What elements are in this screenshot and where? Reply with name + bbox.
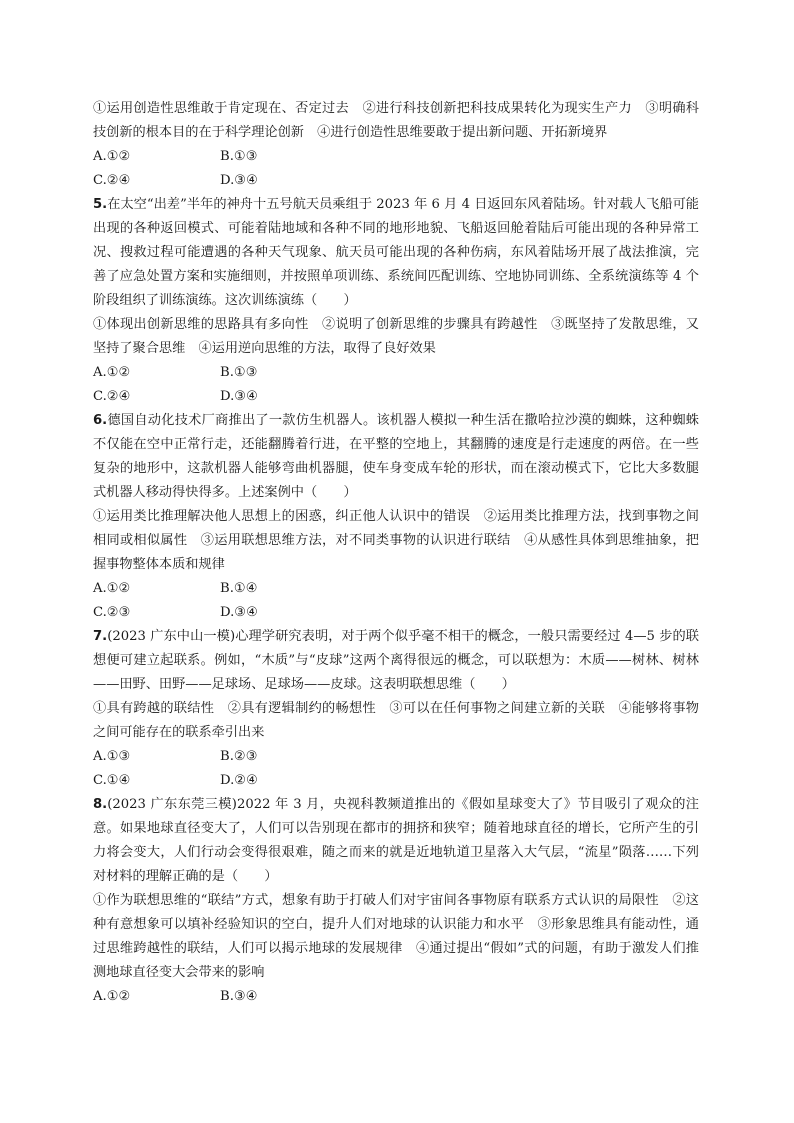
options-row xyxy=(93,361,699,385)
option-a: A.①② xyxy=(93,581,131,596)
question-stem xyxy=(93,409,699,505)
option-b: B.③④ xyxy=(220,989,258,1004)
statements: ①体现出创新思维的思路具有多向性 ②说明了创新思维的步骤具有跨越性 ③既坚持了发散思维，又坚持了聚合思维 ④运用逆向思维的方法，取得了良好效果 xyxy=(93,317,699,356)
options-row xyxy=(93,601,699,625)
option-b: B.①④ xyxy=(220,581,258,596)
statements: ①运用类比推理解决他人思想上的困惑，纠正他人认识中的错误 ②运用类比推理方法，找到事物之间相同或相似属性 ③运用联想思维方法，对不同类事物的认识进行联结 ④从感性具体到思维抽象，把握事物整体本质和规律 xyxy=(93,509,699,572)
option-a: A.①② xyxy=(93,989,131,1004)
option-c: C.②③ xyxy=(93,605,131,620)
question-number: 5. xyxy=(93,197,108,212)
question-6 xyxy=(93,409,699,625)
option-d: D.③④ xyxy=(220,173,258,188)
option-b: B.①③ xyxy=(220,149,258,164)
question-stem xyxy=(93,625,699,697)
question-stem xyxy=(93,793,699,889)
question-stem xyxy=(93,193,699,313)
option-a: A.①② xyxy=(93,365,131,380)
stem-text: 德国自动化技术厂商推出了一款仿生机器人。该机器人模拟一种生活在撒哈拉沙漠的蜘蛛，这种蜘蛛不仅能在空中正常行走，还能翻腾着行进，在平整的空地上，其翻腾的速度是行走速度的两倍。在一些复杂的地形中，这款机器人能够弯曲机器腿，使车身变成车轮的形状，而在滚动模式下，它比大多数腿式机器人移动得快得多。上述案例中（ ） xyxy=(93,413,699,500)
question-number: 7. xyxy=(93,629,108,644)
stem-text: 在太空“出差”半年的神舟十五号航天员乘组于 2023 年 6 月 4 日返回东风着陆场。针对载人飞船可能出现的各种返回模式、可能着陆地域和各种不同的地形地貌、飞船返回舱着陆后可能出现的各种异常工况、搜救过程可能遭遇的各种天气现象、航天员可能出现的各种伤病，东风着陆场开展了战法推演，完善了应急处置方案和实施细则，并按照单项训练、系统间匹配训练、空地协同训练、全系统演练等 4 个阶段组织了训练演练。这次训练演练（ ） xyxy=(93,197,699,308)
question-number: 6. xyxy=(93,413,108,428)
option-c: C.②④ xyxy=(93,389,131,404)
option-c: C.①④ xyxy=(93,773,131,788)
stem-text: (2023 广东中山一模)心理学研究表明，对于两个似乎毫不相干的概念，一般只需要经过 4—5 步的联想便可建立起联系。例如，“木质”与“皮球”这两个离得很远的概念，可以联想为：木质——树林、树林——田野、田野——足球场、足球场——皮球。这表明联想思维（ ） xyxy=(93,629,699,692)
option-a: A.①③ xyxy=(93,749,131,764)
statements: ①运用创造性思维敢于肯定现在、否定过去 ②进行科技创新把科技成果转化为现实生产力 ③明确科技创新的根本目的在于科学理论创新 ④进行创造性思维要敢于提出新问题、开拓新境界 xyxy=(93,101,699,140)
option-d: D.③④ xyxy=(220,389,258,404)
question-8 xyxy=(93,793,699,1009)
question-5 xyxy=(93,193,699,409)
option-d: D.③④ xyxy=(220,605,258,620)
question-continued xyxy=(93,97,699,193)
statements: ①作为联想思维的“联结”方式，想象有助于打破人们对宇宙间各事物原有联系方式认识的局限性 ②这种有意想象可以填补经验知识的空白，提升人们对地球的认识能力和水平 ③形象思维具有能动性，通过思维跨越性的联结，人们可以揭示地球的发展规律 ④通过提出“假如”式的问题，有助于激发人们推测地球直径变大会带来的影响 xyxy=(93,893,699,980)
options-row xyxy=(93,145,699,169)
option-b: B.②③ xyxy=(220,749,258,764)
question-number: 8. xyxy=(93,797,108,812)
options-row xyxy=(93,169,699,193)
option-c: C.②④ xyxy=(93,173,131,188)
option-b: B.①③ xyxy=(220,365,258,380)
stem-text: (2023 广东东莞三模)2022 年 3 月，央视科教频道推出的《假如星球变大了》节目吸引了观众的注意。如果地球直径变大了，人们可以告别现在都市的拥挤和狭窄；随着地球直径的增长，它所产生的引力将会变大，人们行动会变得很艰难，随之而来的就是近地轨道卫星落入大气层，“流星”陨落……下列对材料的理解正确的是（ ） xyxy=(93,797,699,884)
option-d: D.②④ xyxy=(220,773,258,788)
options-row xyxy=(93,577,699,601)
options-row xyxy=(93,985,699,1009)
page-content xyxy=(93,97,699,1009)
options-row xyxy=(93,769,699,793)
statements: ①具有跨越的联结性 ②具有逻辑制约的畅想性 ③可以在任何事物之间建立新的关联 ④能够将事物之间可能存在的联系牵引出来 xyxy=(93,701,699,740)
question-7 xyxy=(93,625,699,793)
option-a: A.①② xyxy=(93,149,131,164)
options-row xyxy=(93,385,699,409)
options-row xyxy=(93,745,699,769)
